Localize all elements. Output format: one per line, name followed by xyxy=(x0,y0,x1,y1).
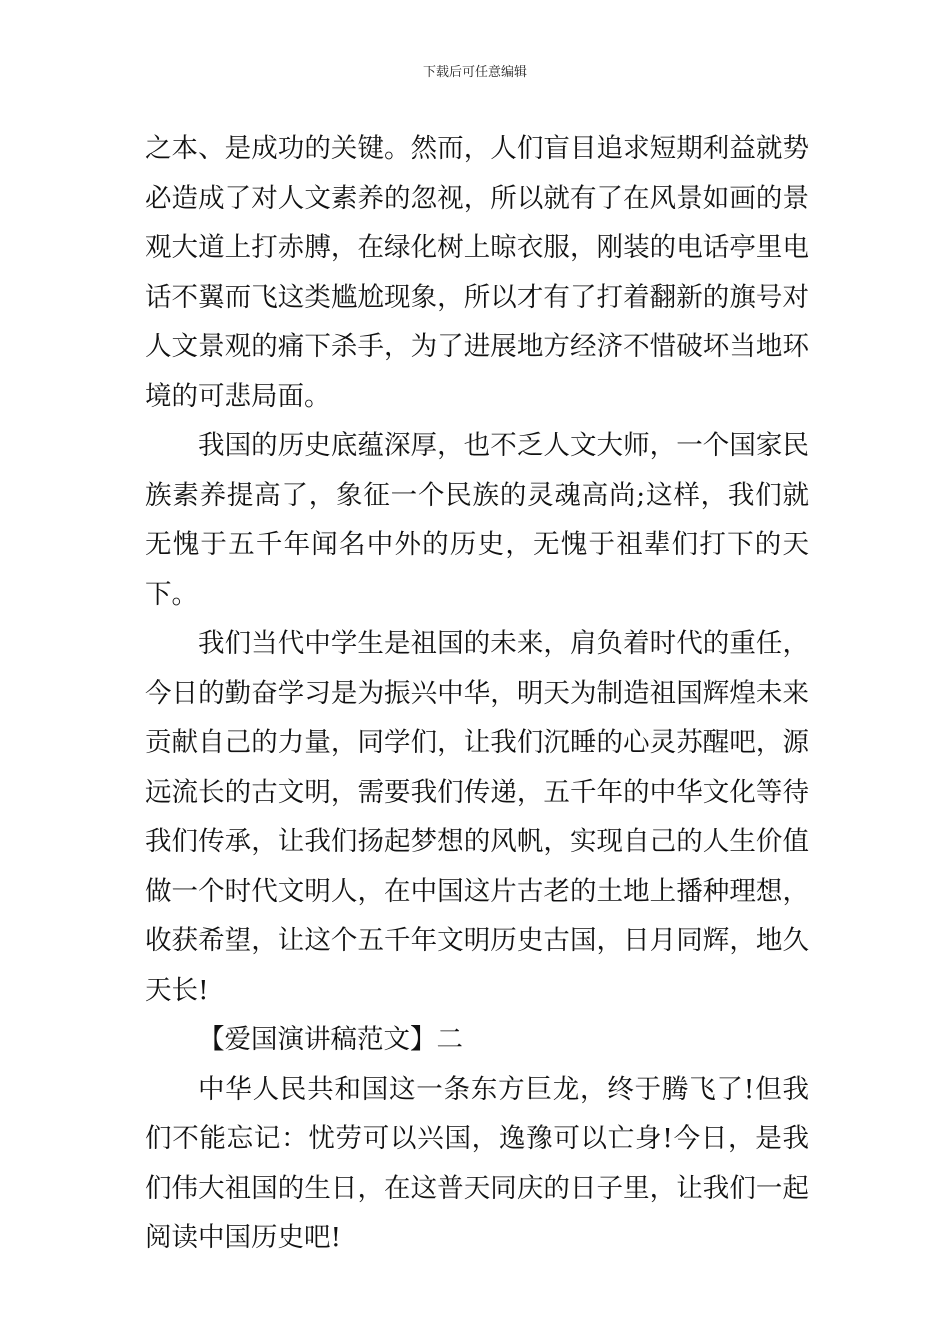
paragraph-continuation: 之本、是成功的关键。然而，人们盲目追求短期利益就势必造成了对人文素养的忽视，所以就有了在风景如画的景观大道上打赤膊，在绿化树上晾衣服，刚装的电话亭里电话不翼而飞这类尴尬现象，所以才有了打着翻新的旗号对人文景观的痛下杀手，为了进展地方经济不惜破坏当地环境的可悲局面。 xyxy=(145,133,809,412)
paragraph-history: 我国的历史底蕴深厚，也不乏人文大师，一个国家民族素养提高了，象征一个民族的灵魂高尚;这样，我们就无愧于五千年闻名中外的历史，无愧于祖辈们打下的天下。 xyxy=(145,430,809,610)
document-body xyxy=(145,124,809,1263)
paragraph-dragon: 中华人民共和国这一条东方巨龙，终于腾飞了!但我们不能忘记：忧劳可以兴国，逸豫可以亡身!今日，是我们伟大祖国的生日，在这普天同庆的日子里，让我们一起阅读中国历史吧! xyxy=(145,1073,809,1253)
page-header-note: 下载后可任意编辑 xyxy=(422,65,527,80)
section-heading: 【爱国演讲稿范文】二 xyxy=(198,1024,463,1055)
paragraph-students: 我们当代中学生是祖国的未来，肩负着时代的重任，今日的勤奋学习是为振兴中华，明天为制造祖国辉煌未来贡献自己的力量，同学们，让我们沉睡的心灵苏醒吧，源远流长的古文明，需要我们传递，五千年的中华文化等待我们传承，让我们扬起梦想的风帆，实现自己的人生价值做一个时代文明人，在中国这片古老的土地上播种理想，收获希望，让这个五千年文明历史古国，日月同辉，地久天长! xyxy=(145,628,809,1006)
